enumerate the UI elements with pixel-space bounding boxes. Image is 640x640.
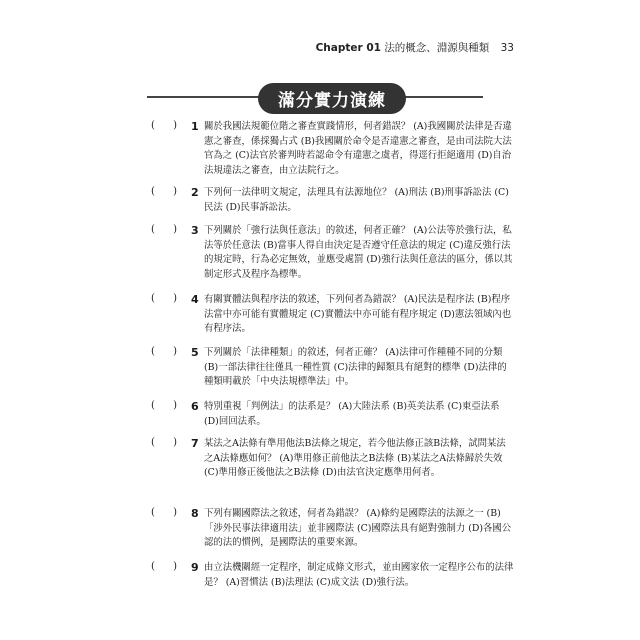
question-number: 5: [191, 346, 199, 359]
question-number: 9: [191, 561, 199, 574]
chapter-title: 法的概念、淵源與種類: [384, 42, 490, 54]
question-text: 下列關於「強行法與任意法」的敘述，何者正確？ (A)公法等於強行法，私法等於任意法 (B)當事人得自由決定是否遵守任意法的規定 (C)違反強行法的規定時，行為必定無效，並應受處罰 (D)強行法與任意法的區分，係以其制定形式及程序為標準。: [204, 225, 513, 280]
answer-blank: ( ): [151, 120, 177, 131]
question-text: 由立法機關經一定程序，制定成條文形式，並由國家依一定程序公布的法律是？ (A)習慣法 (B)法理法 (C)成文法 (D)強行法。: [204, 562, 514, 588]
question-number: 7: [191, 437, 199, 450]
question-number: 1: [191, 120, 199, 133]
section-title: 滿分實力演練: [278, 91, 386, 111]
answer-blank: ( ): [151, 186, 177, 197]
question-number: 4: [191, 293, 199, 306]
question-text: 下列何一法律明文規定，法理具有法源地位？ (A)刑法 (B)刑事訴訟法 (C)民法 (D)民事訴訟法。: [204, 187, 509, 213]
answer-blank: ( ): [151, 293, 177, 304]
section-banner: [258, 83, 406, 114]
page-number: 33: [500, 42, 514, 54]
question-text: 下列有關國際法之敘述，何者為錯誤？ (A)條約是國際法的法源之一 (B)「涉外民事法律適用法」並非國際法 (C)國際法具有絕對強制力 (D)各國公認的法的慣例，是國際法的重要來源。: [204, 508, 512, 548]
question-text: 有關實體法與程序法的敘述，下列何者為錯誤？ (A)民法是程序法 (B)程序法當中亦可能有實體規定 (C)實體法中亦可能有程序規定 (D)憲法領域內也有程序法。: [204, 294, 512, 334]
question-number: 3: [191, 224, 199, 237]
page-header: [316, 40, 514, 55]
answer-blank: ( ): [151, 507, 177, 518]
answer-blank: ( ): [151, 400, 177, 411]
answer-blank: ( ): [151, 437, 177, 448]
question-text: 關於我國法規範位階之審查實踐情形，何者錯誤？ (A)我國關於法律是否違憲之審查，係採獨占式 (B)我國關於命令是否違憲之審查，是由司法院大法官為之 (C)法官於審判時若認命令有違憲之虞者，得逕行拒絕適用 (D)自治法規違法之審查，由立法院行之。: [204, 121, 512, 176]
answer-blank: ( ): [151, 561, 177, 572]
question-number: 6: [191, 400, 199, 413]
question-number: 8: [191, 507, 199, 520]
chapter-label: Chapter 01: [315, 42, 381, 54]
answer-blank: ( ): [151, 346, 177, 357]
question-text: 特別重視「判例法」的法系是？ (A)大陸法系 (B)英美法系 (C)東亞法系 (D)回回法系。: [204, 401, 500, 427]
question-number: 2: [191, 186, 199, 199]
question-text: 下列關於「法律種類」的敘述，何者正確？ (A)法律可作種種不同的分類 (B)一部法律往往僅具一種性質 (C)法律的歸類具有絕對的標準 (D)法律的種類明載於「中央法規標準法」中。: [204, 347, 507, 387]
answer-blank: ( ): [151, 224, 177, 235]
question-text: 某法之A法條有準用他法B法條之規定，若今他法修正該B法條，試問某法之A法條應如何？ (A)準用修正前他法之B法條 (B)某法之A法條歸於失效 (C)準用修正後他法之B法條 (D)由法官決定應準用何者。: [204, 438, 506, 478]
